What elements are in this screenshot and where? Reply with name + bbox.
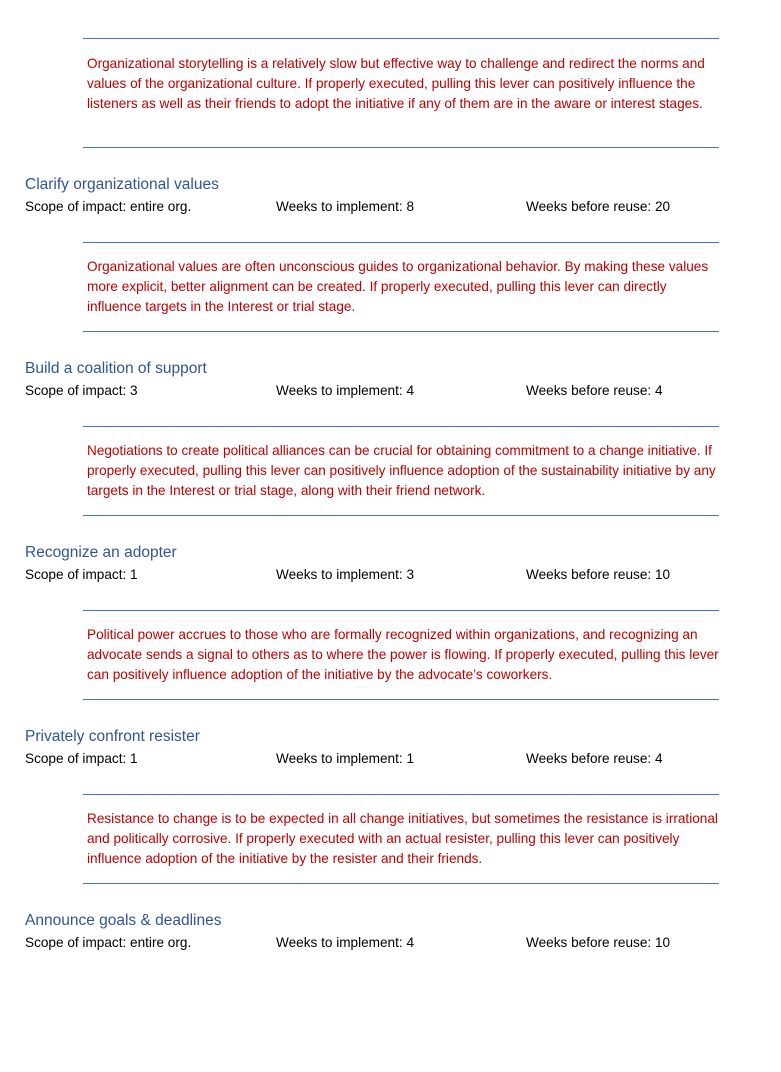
scope-of-impact: Scope of impact: entire org. — [25, 935, 192, 950]
lever-title-announce-goals: Announce goals & deadlines — [25, 912, 222, 929]
weeks-before-reuse: Weeks before reuse: 10 — [526, 935, 671, 950]
section-divider-top — [83, 38, 719, 39]
section-divider-bottom — [83, 515, 719, 516]
weeks-before-reuse: Weeks before reuse: 10 — [526, 567, 671, 582]
weeks-before-reuse: Weeks before reuse: 4 — [526, 383, 663, 398]
section-divider-bottom — [83, 331, 719, 332]
section-divider-bottom — [83, 883, 719, 884]
lever-description: Organizational values are often unconscious guides to organizational behavior. By making these values more explicit, better alignment can be created. If properly executed, pulling this lever can directly influence targets in the Interest or trial stage. — [87, 259, 709, 314]
scope-of-impact: Scope of impact: 3 — [25, 383, 138, 398]
lever-description: Negotiations to create political alliances can be crucial for obtaining commitment to a change initiative. If properly executed, pulling this lever can positively influence adoption of the sustainability initiative by any targets in the Interest or trial stage, along with their friend network. — [87, 443, 716, 498]
lever-description: Resistance to change is to be expected in all change initiatives, but sometimes the resistance is irrational and politically corrosive. If properly executed with an actual resister, pulling this lever can positively influence adoption of the initiative by the resister and their friends. — [87, 811, 718, 866]
weeks-to-implement: Weeks to implement: 3 — [276, 567, 415, 582]
lever-title-recognize-adopter: Recognize an adopter — [25, 544, 177, 561]
weeks-to-implement: Weeks to implement: 8 — [276, 199, 415, 214]
lever-title-clarify-values: Clarify organizational values — [25, 176, 219, 193]
section-divider-top — [83, 794, 719, 795]
weeks-to-implement: Weeks to implement: 4 — [276, 935, 415, 950]
lever-description: Political power accrues to those who are formally recognized within organizations, and recognizing an advocate sends a signal to others as to where the power is flowing. If properly executed, pulling this lever can positively influence adoption of the initiative by the advocate’s coworkers. — [87, 627, 719, 682]
scope-of-impact: Scope of impact: 1 — [25, 567, 138, 582]
scope-of-impact: Scope of impact: entire org. — [25, 199, 192, 214]
section-divider-top — [83, 610, 719, 611]
lever-title-confront-resister: Privately confront resister — [25, 728, 200, 745]
weeks-before-reuse: Weeks before reuse: 4 — [526, 751, 663, 766]
section-divider-bottom — [83, 147, 719, 148]
lever-description: Organizational storytelling is a relatively slow but effective way to challenge and redirect the norms and values of the organizational culture. If properly executed, pulling this lever can positively influence the listeners as well as their friends to adopt the initiative if any of them are in the aware or interest stages. — [87, 56, 705, 111]
weeks-before-reuse: Weeks before reuse: 20 — [526, 199, 671, 214]
weeks-to-implement: Weeks to implement: 1 — [276, 751, 415, 766]
section-divider-top — [83, 242, 719, 243]
scope-of-impact: Scope of impact: 1 — [25, 751, 138, 766]
section-divider-bottom — [83, 699, 719, 700]
section-divider-top — [83, 426, 719, 427]
lever-title-build-coalition: Build a coalition of support — [25, 360, 207, 377]
weeks-to-implement: Weeks to implement: 4 — [276, 383, 415, 398]
